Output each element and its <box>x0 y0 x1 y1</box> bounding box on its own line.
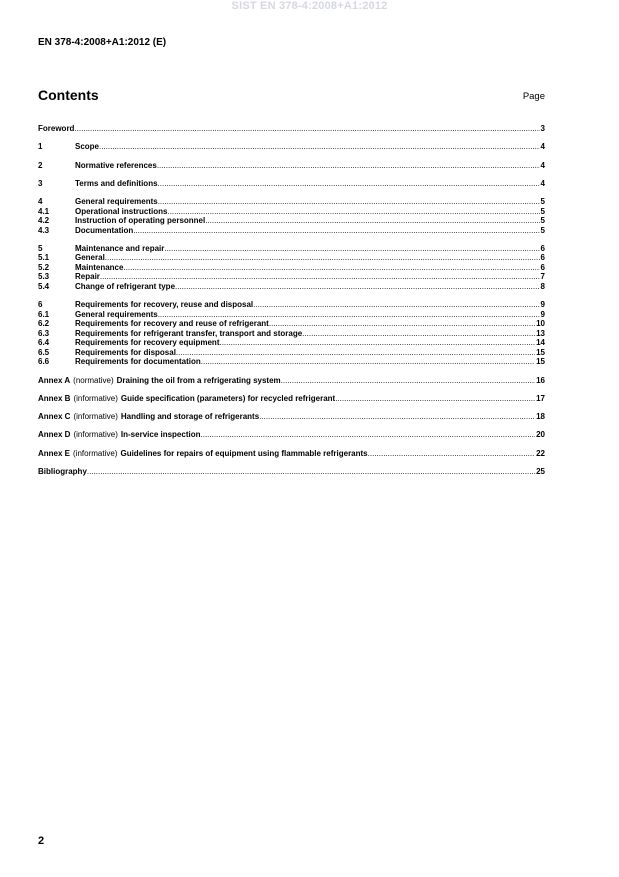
toc-entry-number: 4.2 <box>38 216 50 226</box>
dot-leader <box>253 300 539 310</box>
toc-entry-recovery-reuse-refrigerant[interactable] <box>38 319 545 329</box>
toc-entry-label: Operational instructions <box>75 206 168 216</box>
toc-entry-repair[interactable] <box>38 272 545 282</box>
toc-entry-page: 9 <box>540 309 545 319</box>
toc-entry-page: 9 <box>540 300 545 310</box>
toc-entry-label: Requirements for documentation <box>75 357 201 367</box>
toc-entry-page: 4 <box>540 160 545 170</box>
toc-entry-page: 7 <box>540 272 545 282</box>
toc-entry-label: Instruction of operating personnel <box>75 216 206 226</box>
toc-entry-label: In-service inspection <box>120 430 201 440</box>
toc-entry-label: Change of refrigerant type <box>75 281 176 291</box>
toc-entry-label: Requirements for refrigerant transfer, transport and storage <box>75 328 303 338</box>
toc-entry-label: Handling and storage of refrigerants <box>120 412 260 422</box>
annex-id: Annex C <box>38 412 71 422</box>
toc-entry-page: 15 <box>536 347 545 357</box>
page-number: 2 <box>38 835 45 847</box>
dot-leader <box>259 412 535 422</box>
toc-entry-number: 5.2 <box>38 262 50 272</box>
toc-entry-label: Maintenance <box>75 262 124 272</box>
toc-entry-label: General requirements <box>75 309 158 319</box>
dot-leader <box>158 310 540 320</box>
toc-entry-page: 10 <box>536 319 545 329</box>
toc-entry-recovery-equipment[interactable] <box>38 338 545 348</box>
dot-leader <box>158 179 540 189</box>
annex-type: (informative) <box>73 393 118 403</box>
toc-entry-number: 6.2 <box>38 319 50 329</box>
dot-leader <box>269 319 535 329</box>
toc-entry-number: 6.3 <box>38 328 50 338</box>
toc-entry-page: 22 <box>536 448 545 458</box>
dot-leader <box>100 272 540 282</box>
dot-leader <box>74 124 539 134</box>
toc-entry-recovery-reuse-disposal[interactable] <box>38 300 545 310</box>
toc-entry-general-requirements[interactable] <box>38 197 545 207</box>
dot-leader <box>219 338 535 348</box>
toc-entry-annex-e[interactable] <box>38 449 545 459</box>
toc-entry-label: General <box>75 253 105 263</box>
toc-entry-page: 16 <box>536 375 545 385</box>
toc-entry-page: 18 <box>536 412 545 422</box>
toc-entry-page: 5 <box>540 216 545 226</box>
dot-leader <box>205 216 539 226</box>
toc-entry-terms-definitions[interactable] <box>38 179 545 189</box>
toc-entry-label: Requirements for recovery, reuse and disposal <box>75 300 254 310</box>
annex-id: Annex B <box>38 393 71 403</box>
toc-entry-label: Terms and definitions <box>75 178 158 188</box>
toc-entry-number: 5 <box>38 243 43 253</box>
toc-entry-page: 20 <box>536 430 545 440</box>
toc-entry-number: 5.1 <box>38 253 50 263</box>
toc-entry-label: Maintenance and repair <box>75 243 165 253</box>
toc-entry-label: Draining the oil from a refrigerating system <box>116 375 281 385</box>
dot-leader <box>123 263 539 273</box>
toc-entry-number: 5.3 <box>38 272 50 282</box>
toc-entry-number: 4.1 <box>38 206 50 216</box>
page-title: Contents <box>38 87 99 103</box>
toc-entry-page: 5 <box>540 206 545 216</box>
dot-leader <box>99 142 540 152</box>
dot-leader <box>87 467 535 477</box>
toc-entry-label: Foreword <box>38 124 75 133</box>
page-column-label: Page <box>522 91 545 102</box>
document-identifier: EN 378-4:2008+A1:2012 (E) <box>38 37 167 48</box>
toc-entry-annex-a[interactable] <box>38 376 545 386</box>
annex-type: (normative) <box>73 375 114 385</box>
toc-entry-foreword[interactable] <box>38 124 545 134</box>
toc-entry-maintenance[interactable] <box>38 263 545 273</box>
toc-entry-documentation-6[interactable] <box>38 357 545 367</box>
dot-leader <box>368 449 535 459</box>
toc-entry-number: 6.6 <box>38 357 50 367</box>
toc-entry-number: 4 <box>38 197 43 207</box>
toc-entry-label: Guidelines for repairs of equipment using flammable refrigerants <box>120 448 368 458</box>
watermark: SIST EN 378-4:2008+A1:2012 <box>231 0 388 12</box>
toc-entry-page: 6 <box>540 262 545 272</box>
toc-entry-page: 14 <box>536 338 545 348</box>
toc-entry-label: Guide specification (parameters) for recycled refrigerant <box>120 393 336 403</box>
toc-entry-number: 6.4 <box>38 338 50 348</box>
annex-type: (informative) <box>73 448 118 458</box>
dot-leader <box>281 376 535 386</box>
toc-entry-label: General requirements <box>75 197 158 207</box>
toc-entry-label: Scope <box>75 142 100 152</box>
toc-entry-page: 25 <box>536 467 545 477</box>
table-of-contents <box>38 124 545 477</box>
toc-entry-label: Normative references <box>75 160 157 170</box>
toc-entry-page: 17 <box>536 393 545 403</box>
dot-leader <box>157 161 540 171</box>
toc-entry-page: 8 <box>540 281 545 291</box>
dot-leader <box>176 348 535 358</box>
dot-leader <box>164 244 539 254</box>
toc-entry-general-requirements-6[interactable] <box>38 310 545 320</box>
annex-id: Annex E <box>38 448 71 458</box>
toc-entry-label: Requirements for recovery and reuse of refrigerant <box>75 319 269 329</box>
toc-entry-maintenance-repair[interactable] <box>38 244 545 254</box>
dot-leader <box>158 197 540 207</box>
toc-entry-scope[interactable] <box>38 142 545 152</box>
toc-entry-operational-instructions[interactable] <box>38 207 545 217</box>
toc-entry-page: 3 <box>540 124 545 133</box>
toc-entry-annex-b[interactable] <box>38 394 545 404</box>
annex-id: Annex A <box>38 375 71 385</box>
toc-entry-instruction-personnel[interactable] <box>38 216 545 226</box>
annex-type: (informative) <box>73 430 118 440</box>
toc-entry-number: 6 <box>38 300 43 310</box>
toc-entry-label: Requirements for disposal <box>75 347 176 357</box>
toc-entry-number: 6.5 <box>38 347 50 357</box>
toc-entry-page: 4 <box>540 142 545 152</box>
toc-entry-page: 13 <box>536 328 545 338</box>
toc-entry-label: Repair <box>75 272 100 282</box>
toc-entry-number: 6.1 <box>38 309 50 319</box>
dot-leader <box>335 394 535 404</box>
toc-entry-label: Requirements for recovery equipment <box>75 338 220 348</box>
toc-entry-change-refrigerant[interactable] <box>38 282 545 292</box>
toc-entry-page: 4 <box>540 178 545 188</box>
toc-entry-general[interactable] <box>38 253 545 263</box>
dot-leader <box>302 329 535 339</box>
toc-entry-page: 15 <box>536 357 545 367</box>
toc-entry-annex-c[interactable] <box>38 412 545 422</box>
toc-entry-number: 4.3 <box>38 225 50 235</box>
toc-entry-disposal[interactable] <box>38 348 545 358</box>
toc-entry-number: 1 <box>38 142 43 152</box>
annex-id: Annex D <box>38 430 71 440</box>
toc-entry-transfer-transport-storage[interactable] <box>38 329 545 339</box>
toc-entry-page: 5 <box>540 197 545 207</box>
toc-entry-page: 6 <box>540 243 545 253</box>
toc-entry-number: 5.4 <box>38 281 50 291</box>
toc-entry-bibliography[interactable] <box>38 467 545 477</box>
dot-leader <box>133 226 539 236</box>
dot-leader <box>201 430 536 440</box>
toc-entry-page: 5 <box>540 225 545 235</box>
toc-entry-documentation[interactable] <box>38 226 545 236</box>
dot-leader <box>201 357 535 367</box>
toc-entry-annex-d[interactable] <box>38 430 545 440</box>
annex-type: (informative) <box>73 412 118 422</box>
dot-leader <box>175 282 540 292</box>
toc-entry-label: Documentation <box>75 225 134 235</box>
toc-entry-page: 6 <box>540 253 545 263</box>
toc-entry-normative-references[interactable] <box>38 161 545 171</box>
toc-entry-label: Bibliography <box>38 467 87 477</box>
toc-entry-number: 3 <box>38 178 43 188</box>
toc-entry-number: 2 <box>38 160 43 170</box>
dot-leader <box>105 253 540 263</box>
dot-leader <box>167 207 539 217</box>
